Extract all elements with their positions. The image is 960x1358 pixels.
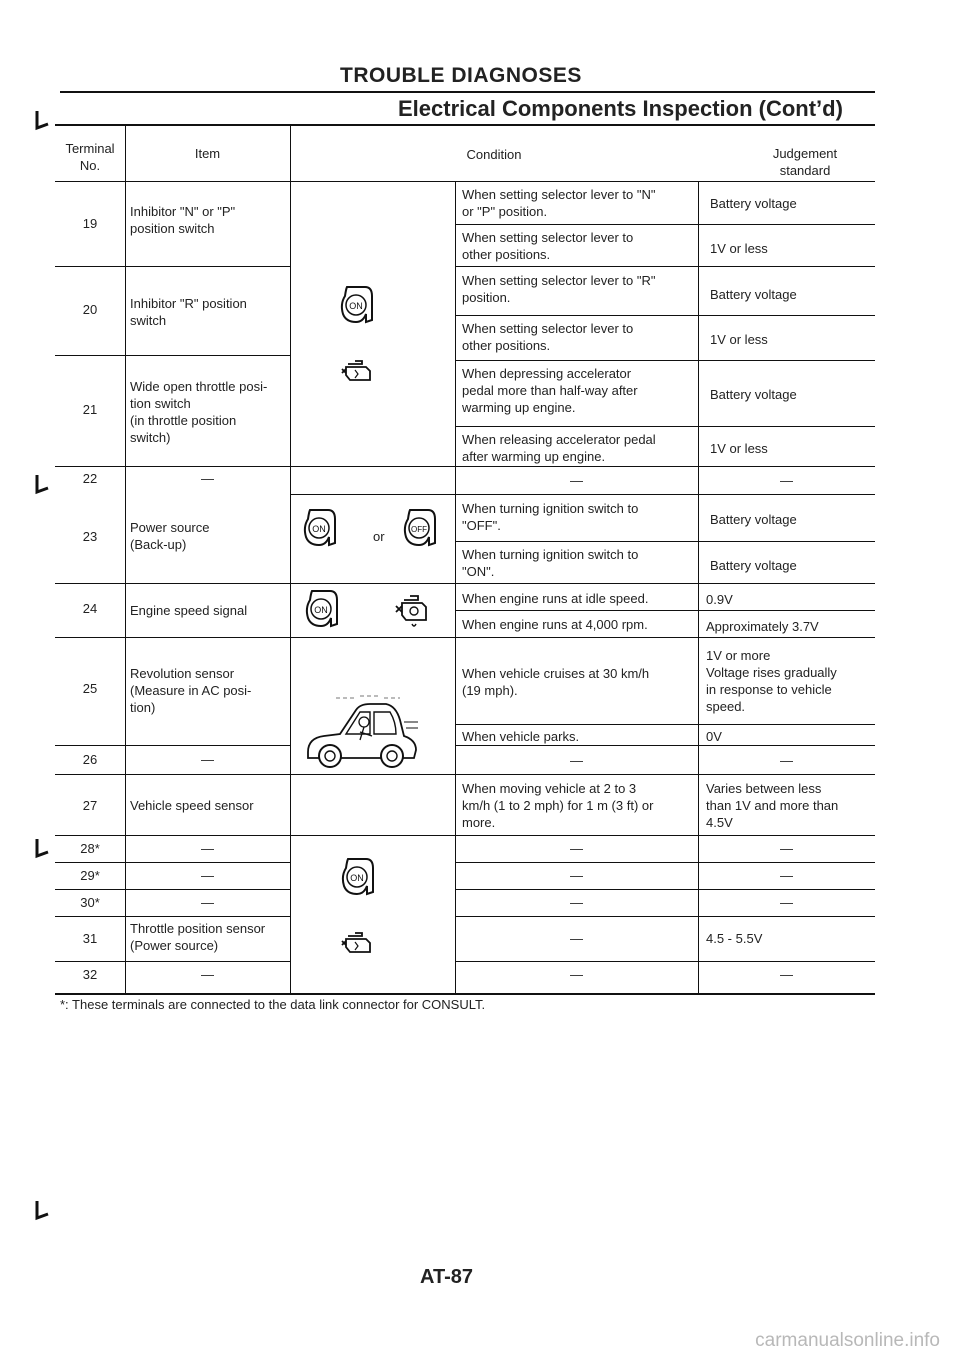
item-25-line: (Measure in AC posi- [130,683,252,698]
judgement-29: — [780,868,793,883]
terminal-24: 24 [82,601,98,616]
terminal-27: 27 [82,798,98,813]
judgement-24b: Approximately 3.7V [706,619,819,634]
judgement-25a [706,647,837,715]
terminal-28: 28* [80,841,100,856]
row-rule [290,494,875,495]
judgement-20b: 1V or less [710,332,768,347]
ignition-on-label: ON [312,524,326,534]
item-24: Engine speed signal [130,603,248,618]
item-31-line: Throttle position sensor [130,921,266,936]
table-bottom-rule [55,993,875,995]
item-21 [130,378,267,446]
row-rule [290,583,875,584]
judgement-22: — [780,473,793,488]
judgement-line: in response to vehicle [706,682,832,697]
condition-25b: When vehicle parks. [462,729,580,744]
judgement-31: 4.5 - 5.5V [706,931,763,946]
subrow-rule [455,862,875,863]
terminal-21: 21 [82,402,98,417]
subrow-rule [455,745,875,746]
ignition-on-label: ON [350,873,364,883]
title-rule [60,91,875,93]
judgement-23a: Battery voltage [710,512,797,527]
item-21-line: (in throttle position [130,413,237,428]
row-rule [55,961,290,962]
item-19-line: Inhibitor "N" or "P" [130,204,236,219]
header-judgement-line1: Judgement [772,146,838,161]
condition-line: When setting selector lever to "R" [462,273,656,288]
row-rule [290,774,875,775]
car-driving-icon [300,692,420,772]
item-21-line: Wide open throttle posi- [130,379,268,394]
row-rule [55,862,290,863]
row-rule [55,466,290,467]
condition-19a [462,186,655,220]
condition-line: When releasing accelerator pedal [462,432,656,447]
item-25 [130,665,251,716]
item-32: — [201,967,214,982]
row-rule [55,916,290,917]
item-20-line: Inhibitor "R" position [130,296,247,311]
subrow-rule [455,426,875,427]
condition-22: — [570,473,583,488]
header-bottom-rule [55,181,875,182]
condition-line: after warming up engine. [462,449,606,464]
condition-line: When setting selector lever to [462,230,634,245]
judgement-24a: 0.9V [706,592,733,607]
item-21-line: switch) [130,430,171,445]
header-judgement-line2: standard [779,163,831,178]
terminal-22: 22 [82,471,98,486]
header-judgement [730,145,880,179]
condition-24a: When engine runs at idle speed. [462,591,649,606]
terminal-20: 20 [82,302,98,317]
terminal-26: 26 [82,752,98,767]
footnote: *: These terminals are connected to the data link connector for CONSULT. [60,997,486,1012]
subrow-rule [455,360,875,361]
engine-icon [340,358,374,384]
item-28: — [201,841,214,856]
item-23-line: Power source [130,520,210,535]
condition-21a [462,365,638,416]
row-rule [55,583,290,584]
item-22: — [201,471,214,486]
condition-line: When depressing accelerator [462,366,632,381]
terminal-19: 19 [82,216,98,231]
judgement-19a: Battery voltage [710,196,797,211]
ignition-on-label: ON [314,605,328,615]
row-rule [55,745,290,746]
item-25-line: tion) [130,700,156,715]
condition-27 [462,780,653,831]
col-divider-2 [290,126,291,993]
subrow-rule [455,224,875,225]
item-23-line: (Back-up) [130,537,187,552]
condition-line: When turning ignition switch to [462,501,639,516]
judgement-line: 4.5V [706,815,733,830]
condition-line: warming up engine. [462,400,576,415]
header-terminal [55,140,125,174]
item-19 [130,203,235,237]
item-19-line: position switch [130,221,215,236]
condition-line: other positions. [462,247,551,262]
page-number: AT-87 [420,1266,473,1288]
edge-mark-3 [34,838,48,860]
condition-line: position. [462,290,511,305]
item-25-line: Revolution sensor [130,666,235,681]
subrow-rule [455,889,875,890]
condition-line: When moving vehicle at 2 to 3 [462,781,637,796]
condition-line: pedal more than half-way after [462,383,638,398]
ignition-on-icon [337,284,375,326]
condition-23a [462,500,638,534]
judgement-line: than 1V and more than [706,798,839,813]
item-23 [130,519,209,553]
ignition-off-icon [400,507,438,549]
terminal-29: 29* [80,868,100,883]
row-rule [55,355,290,356]
section-title: TROUBLE DIAGNOSES [340,64,582,87]
judgement-20a: Battery voltage [710,287,797,302]
judgement-21b: 1V or less [710,441,768,456]
condition-line: km/h (1 to 2 mph) for 1 m (3 ft) or [462,798,654,813]
condition-19b [462,229,633,263]
condition-line: (19 mph). [462,683,518,698]
condition-line: When setting selector lever to "N" [462,187,656,202]
item-20-line: switch [130,313,167,328]
condition-line: "OFF". [462,518,501,533]
condition-26: — [570,753,583,768]
item-20 [130,295,247,329]
condition-line: When turning ignition switch to [462,547,639,562]
condition-25a [462,665,649,699]
table-top-rule [55,124,875,126]
edge-mark-2 [34,474,48,496]
judgement-line: Voltage rises gradually [706,665,837,680]
item-26: — [201,752,214,767]
judgement-23b: Battery voltage [710,558,797,573]
condition-31: — [570,931,583,946]
judgement-26: — [780,753,793,768]
condition-23b [462,546,638,580]
item-30: — [201,895,214,910]
edge-mark-4 [34,1200,48,1222]
row-rule [290,466,875,467]
row-rule [290,835,875,836]
watermark: carmanualsonline.info [755,1330,940,1351]
condition-line: "ON". [462,564,495,579]
judgement-27 [706,780,838,831]
ignition-on-icon [300,507,338,549]
item-31-line: (Power source) [130,938,219,953]
terminal-23: 23 [82,529,98,544]
judgement-25b: 0V [706,729,722,744]
row-rule [55,266,290,267]
judgement-28: — [780,841,793,856]
condition-line: or "P" position. [462,204,548,219]
condition-line: When setting selector lever to [462,321,634,336]
subrow-rule [455,961,875,962]
subrow-rule [455,916,875,917]
condition-21b [462,431,656,465]
engine-icon [340,930,374,956]
header-terminal-line2: No. [79,158,101,173]
condition-29: — [570,868,583,883]
engine-running-icon [392,590,434,630]
condition-30: — [570,895,583,910]
terminal-31: 31 [82,931,98,946]
subsection-title: Electrical Components Inspection (Cont’d) [398,96,843,121]
subrow-rule [455,266,875,267]
subrow-rule [455,541,875,542]
condition-20a [462,272,655,306]
judgement-30: — [780,895,793,910]
judgement-line: Varies between less [706,781,822,796]
subrow-rule [455,724,875,725]
row-rule [55,835,290,836]
item-21-line: tion switch [130,396,191,411]
row-rule [55,889,290,890]
row-rule [55,637,290,638]
condition-line: When vehicle cruises at 30 km/h [462,666,650,681]
subrow-rule [455,610,875,611]
condition-20b [462,320,633,354]
row-rule [55,774,290,775]
or-label: or [373,529,385,544]
header-condition: Condition [466,147,522,162]
ignition-on-label: ON [349,301,363,311]
terminal-30: 30* [80,895,100,910]
condition-line: more. [462,815,496,830]
item-29: — [201,868,214,883]
edge-mark-1 [34,110,48,132]
item-27: Vehicle speed sensor [130,798,254,813]
judgement-19b: 1V or less [710,241,768,256]
header-item: Item [194,146,221,161]
terminal-32: 32 [82,967,98,982]
ignition-on-icon [338,856,376,898]
judgement-line: 1V or more [706,648,771,663]
item-31 [130,920,265,954]
condition-line: other positions. [462,338,551,353]
header-terminal-line1: Terminal [65,141,115,156]
judgement-line: speed. [706,699,746,714]
subrow-rule [455,315,875,316]
condition-24b: When engine runs at 4,000 rpm. [462,617,648,632]
condition-28: — [570,841,583,856]
judgement-21a: Battery voltage [710,387,797,402]
terminal-25: 25 [82,681,98,696]
judgement-32: — [780,967,793,982]
ignition-off-label: OFF [411,525,427,534]
condition-32: — [570,967,583,982]
ignition-on-icon [302,588,340,630]
row-rule [290,637,875,638]
